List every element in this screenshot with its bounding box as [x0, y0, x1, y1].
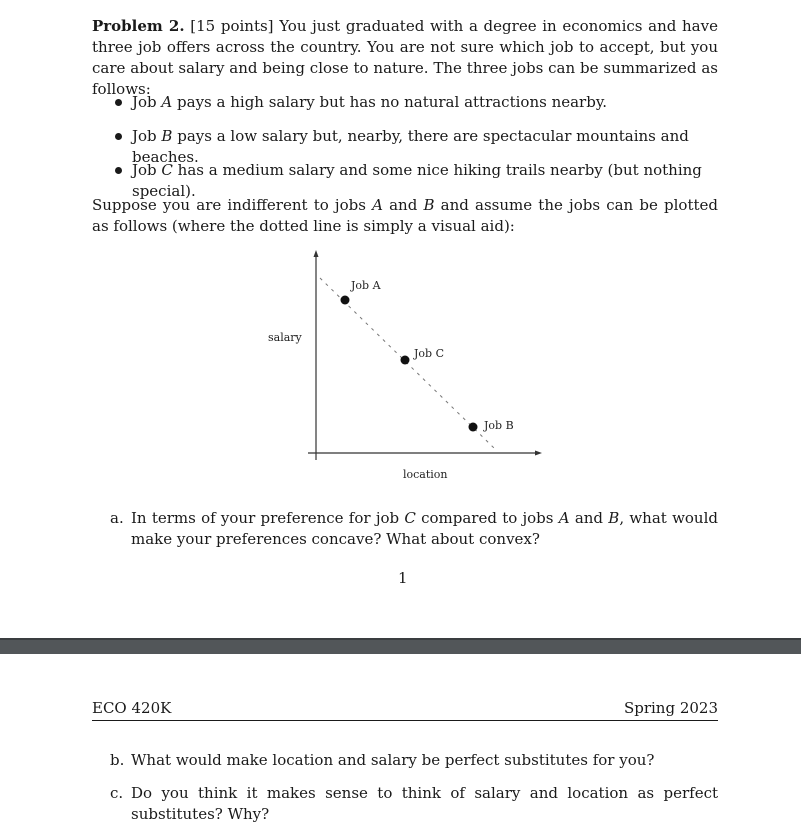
question-c-text: Do you think it makes sense to think of salary and location as perfect substitutes? Why?	[131, 784, 718, 823]
bullet-icon	[115, 99, 122, 106]
question-c-label: c.	[110, 784, 124, 802]
x-axis-arrow	[535, 451, 542, 456]
job-b-label: Job B	[484, 419, 514, 432]
y-axis-label: salary	[268, 331, 302, 344]
questions-b-c	[110, 750, 718, 825]
page-separator	[0, 638, 801, 654]
question-a-label: a.	[110, 509, 124, 527]
job-a-label: Job A	[351, 279, 381, 292]
list-item: Job B pays a low salary but, nearby, there are spectacular mountains and beaches.	[115, 126, 725, 160]
course-code: ECO 420K	[92, 699, 172, 717]
question-b-text: What would make location and salary be perfect substitutes for you?	[131, 751, 655, 769]
page-header	[92, 698, 718, 721]
problem-points: [15 points]	[190, 17, 274, 35]
figure-svg	[260, 248, 560, 488]
suppose-paragraph: Suppose you are indifferent to jobs A and B and assume the jobs can be plotted as follows (where the dotted line is simply a visual aid):	[92, 196, 718, 235]
job-figure	[260, 248, 560, 488]
bullet-icon	[115, 167, 122, 174]
bullet-icon	[115, 133, 122, 140]
x-axis-label: location	[403, 468, 448, 481]
problem-label: Problem 2.	[92, 17, 185, 35]
page-number: 1	[398, 569, 408, 587]
job-list	[115, 92, 725, 200]
question-b-label: b.	[110, 751, 125, 769]
term: Spring 2023	[623, 699, 718, 717]
job-c-point	[401, 356, 410, 365]
list-item: Job C has a medium salary and some nice hiking trails nearby (but nothing special).	[115, 160, 725, 194]
y-axis-arrow	[314, 250, 319, 257]
job-c-label: Job C	[414, 347, 444, 360]
question-c	[110, 783, 718, 825]
list-item: Job A pays a high salary but has no natural attractions nearby.	[115, 92, 725, 126]
job-b-point	[469, 423, 478, 432]
question-a: a. In terms of your preference for job C compared to jobs A and B, what would make your preferences concave? What about convex?	[110, 509, 718, 548]
question-b	[110, 750, 718, 771]
problem-text: You just graduated with a degree in economics and have three job offers across the country. You are not sure which job to accept, but you care about salary and being close to nature. The three jobs can be summarized as follows:	[92, 17, 718, 98]
problem-intro	[92, 16, 718, 100]
job-a-point	[341, 296, 350, 305]
